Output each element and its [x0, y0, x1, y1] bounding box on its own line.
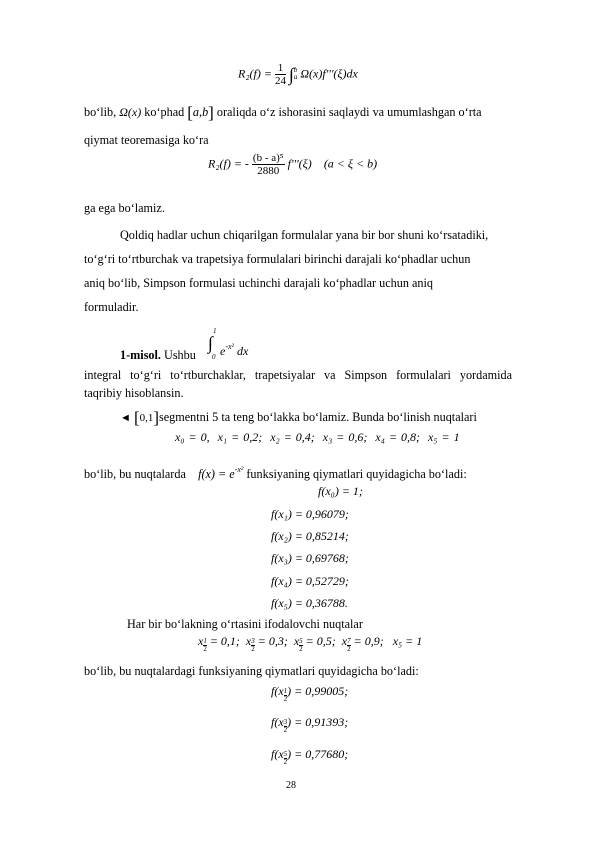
division-nodes	[175, 430, 460, 444]
fraction-numerator: 1	[275, 62, 286, 75]
node-x3: x₃ = 0,6;	[322, 430, 368, 444]
paragraph-omega-line1	[84, 105, 482, 120]
node-x0: x₀ = 0,	[175, 430, 210, 444]
text-bolib: bo‘lib,	[84, 105, 117, 119]
midpoint-last: x₅ = 1	[392, 634, 423, 648]
example-integral-upper: 1	[213, 327, 217, 335]
estimate-denominator: 2880	[257, 165, 280, 177]
example-integral-lower: 0	[212, 353, 216, 361]
paragraph-omega-line2: qiymat teoremasiga ko‘ra	[84, 133, 209, 147]
bracket-left: [	[187, 103, 193, 122]
value-row	[318, 484, 363, 498]
triangle-marker-icon: ◄	[120, 412, 131, 424]
exp-power: -x²	[225, 342, 234, 351]
example-label: 1-misol.	[120, 348, 161, 362]
example-text: Ushbu	[164, 348, 196, 362]
example-line3: taqribiy hisoblansin.	[84, 386, 184, 400]
integral-upper: b	[293, 66, 298, 75]
paragraph-remainder-line4: formuladir.	[84, 300, 139, 314]
formula-integrand: Ω(x)f'''(ξ)dx	[300, 66, 358, 81]
integral-lower: a	[293, 73, 298, 82]
value-rhs: = 0,69768;	[294, 551, 349, 565]
example-dx: dx	[236, 344, 249, 358]
integral-sign: ∫	[288, 64, 294, 85]
text-oraliqda: oraliqda o‘z ishorasini saqlaydi va umumlashgan o‘rta	[216, 105, 482, 119]
midpoint-value: = 0,9;	[353, 634, 384, 648]
midpoint-index: 3	[251, 637, 255, 645]
midpoint-value: = 0,5;	[305, 634, 336, 648]
midpoint: x $\frac{7}{2}$ = 0,9;	[341, 634, 384, 653]
example-line2: integral to‘g‘ri to‘rtburchaklar, trapetsiyalar va Simpson formulalari yordamida	[84, 368, 512, 382]
value-row	[271, 574, 349, 588]
paragraph-remainder-line1: Qoldiq hadlar uchun chiqarilgan formulalar yana bir bor shuni ko‘rsatadiki,	[120, 228, 489, 242]
example-integral-sign: ∫	[208, 333, 213, 353]
example-integrand	[220, 340, 248, 358]
mid-value-rhs: = 0,99005;	[294, 684, 349, 698]
function-line-text1: bo‘lib, bu nuqtalarda	[84, 467, 186, 481]
value-lhs: f(x₃)	[271, 551, 292, 565]
midpoint-index: 1	[203, 637, 207, 645]
example-heading-line	[120, 348, 196, 363]
mid-value-rhs: = 0,91393;	[294, 715, 349, 729]
estimate-numerator: (b - a)⁵	[252, 152, 284, 164]
paragraph-remainder-line2: to‘g‘ri to‘rtburchak va trapetsiya formulalari birinchi darajali ko‘phadlar uchun	[84, 252, 471, 266]
value-row	[271, 596, 348, 610]
integral-limits	[294, 67, 298, 81]
node-x5: x₅ = 1	[427, 430, 460, 444]
segment-bracket-left: [	[133, 408, 140, 427]
value-row	[271, 551, 349, 565]
estimate-condition: (a < ξ < b)	[323, 156, 378, 171]
segment-text: segmentni 5 ta teng bo‘lakka bo‘lamiz. Bunda bo‘linish nuqtalari	[159, 410, 477, 424]
bracket-right: ]	[208, 103, 214, 122]
value-lhs: f(x₅)	[271, 596, 292, 610]
function-exponent: -x²	[234, 465, 244, 474]
mid-value-row: f(x $\frac{1}{2}$ ) = 0,99005;	[271, 684, 349, 703]
paragraph-ga-ega: ga ega bo‘lamiz.	[84, 201, 165, 215]
midpoint-index: 5	[299, 637, 303, 645]
function-line-text2: funksiyaning qiymatlari quyidagicha bo‘ladi:	[246, 467, 467, 481]
function-expression	[198, 467, 243, 481]
formula-fraction	[275, 62, 286, 87]
midpoint: x $\frac{1}{2}$ = 0,1;	[198, 634, 240, 653]
mid-value-index: 5	[283, 750, 288, 758]
formula-remainder-estimate	[208, 152, 377, 177]
paragraph-remainder-line3: aniq bo‘lib, Simpson formulasi uchinchi darajali ko‘phadlar uchun aniq	[84, 276, 433, 290]
function-line	[84, 462, 467, 482]
function-base: f(x) = e	[198, 467, 235, 481]
value-rhs: = 0,52729;	[294, 574, 349, 588]
value-rhs: = 0,96079;	[294, 507, 349, 521]
midpoint: x $\frac{5}{2}$ = 0,5;	[293, 634, 336, 653]
midpoints-function-line: bo‘lib, bu nuqtalardagi funksiyaning qiymatlari quyidagicha bo‘ladi:	[84, 664, 419, 678]
segment-line	[120, 410, 477, 426]
mid-value-row: f(x $\frac{3}{2}$ ) = 0,91393;	[271, 715, 349, 734]
midpoints-row	[198, 634, 422, 653]
node-x1: x₁ = 0,2;	[217, 430, 263, 444]
mid-value-index: 1	[283, 687, 288, 695]
node-x2: x₂ = 0,4;	[270, 430, 315, 444]
value-rhs: = 0,36788.	[294, 596, 348, 610]
estimate-rhs: f'''(ξ)	[287, 156, 312, 171]
estimate-lhs: R₂(f) = -	[208, 156, 249, 171]
value-rhs: = 0,85214;	[294, 529, 349, 543]
midpoint-value: = 0,3;	[257, 634, 288, 648]
midpoint-value: = 0,1;	[209, 634, 240, 648]
page-number: 28	[286, 780, 296, 791]
segment-interval: 0,1	[139, 412, 154, 424]
value-row	[271, 507, 349, 521]
value-rhs: = 1;	[341, 484, 363, 498]
mid-value-row: f(x $\frac{5}{2}$ ) = 0,77680;	[271, 747, 349, 766]
segment-bracket-right: ]	[153, 408, 160, 427]
value-lhs: f(x₄)	[271, 574, 292, 588]
omega-symbol: Ω(x)	[119, 105, 142, 119]
mid-value-rhs: = 0,77680;	[294, 747, 349, 761]
node-x4: x₄ = 0,8;	[375, 430, 420, 444]
value-lhs: f(x₂)	[271, 529, 292, 543]
interval-ab: a,b	[192, 105, 209, 119]
midpoint: x $\frac{3}{2}$ = 0,3;	[245, 634, 288, 653]
formula-remainder-integral	[238, 62, 358, 87]
text-kophad: ko‘phad	[144, 105, 185, 119]
estimate-fraction	[252, 152, 285, 177]
value-lhs: f(x₀)	[318, 484, 339, 498]
midpoint-index: 7	[347, 637, 351, 645]
formula-lhs: R₂(f) =	[238, 66, 272, 81]
fraction-denominator: 24	[274, 75, 286, 87]
value-lhs: f(x₁)	[271, 507, 292, 521]
exp-base: e	[220, 344, 226, 358]
value-row	[271, 529, 349, 543]
midpoints-intro: Har bir bo‘lakning o‘rtasini ifodalovchi nuqtalar	[127, 617, 363, 631]
mid-value-index: 3	[283, 718, 288, 726]
